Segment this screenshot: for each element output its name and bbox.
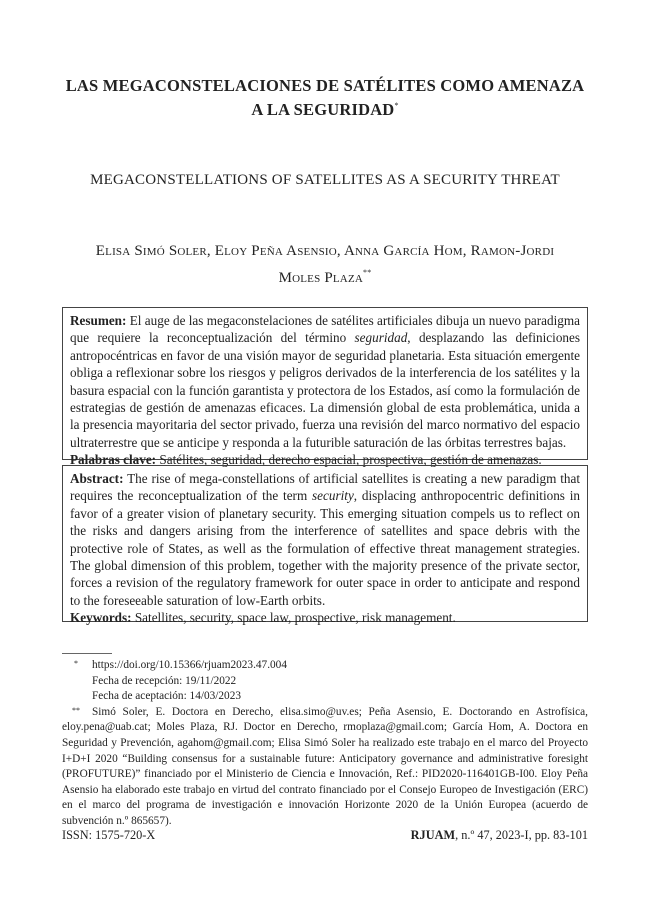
article-title bbox=[40, 76, 610, 120]
title-footnote-mark: * bbox=[394, 101, 399, 110]
title-line-2 bbox=[40, 96, 610, 120]
authors bbox=[50, 241, 600, 289]
footnote-2-text: Simó Soler, E. Doctora en Derecho, elisa.simo@uv.es; Peña Asensio, E. Doctorando en Astrofísica, eloy.pena@uab.cat; Moles Plaza, RJ. Doctor en Derecho, rmoplaza@gmail.com; García Hom, A. Doctora en Seguridad y Prevención, agahom@gmail.com; Elisa Simó Soler ha realizado este trabajo en el marco del Proyecto I+D+I 2020 “Building consensus for a sustainable future: Anticipatory governance and administrative foresight (PROFUTURE)” financiado por el Ministerio de Ciencia e Innovación, Ref.: PID2020-116401GB-I00. Eloy Peña Asensio ha elaborado este trabajo en virtud del contrato financiado por el Consejo Europeo de Investigación (ERC) en el marco del programa de investigación e innovación Horizonte 2020 de la Unión Europea (acuerdo de subvención n.º 865657). bbox=[62, 705, 588, 827]
title-line-1: LAS MEGACONSTELACIONES DE SATÉLITES COMO AMENAZA bbox=[65, 76, 585, 95]
footnote-1-accepted: Fecha de aceptación: 14/03/2023 bbox=[92, 690, 242, 703]
resumen-box bbox=[62, 307, 588, 468]
journal-name: RJUAM bbox=[410, 828, 456, 842]
palabras-clave-label: Palabras clave: bbox=[70, 452, 157, 468]
authors-line-1: Elisa Simó Soler, Eloy Peña Asensio, Anna García Hom, Ramon-Jordi bbox=[95, 243, 555, 259]
footnote-1-doi bbox=[62, 658, 588, 674]
footnote-1-received: Fecha de recepción: 19/11/2022 bbox=[92, 674, 237, 687]
keywords bbox=[70, 609, 580, 626]
footnote-2-mark: ** bbox=[72, 705, 80, 715]
english-title: MEGACONSTELLATIONS OF SATELLITES AS A SECURITY THREAT bbox=[90, 172, 560, 188]
palabras-clave-text: Satélites, seguridad, derecho espacial, prospectiva, gestión de amenazas. bbox=[156, 452, 542, 468]
authors-line-2 bbox=[50, 262, 600, 289]
citation-details: , n.º 47, 2023-I, pp. 83-101 bbox=[455, 828, 588, 842]
footnotes bbox=[62, 658, 588, 830]
title-line-2-text: A LA SEGURIDAD bbox=[251, 100, 395, 119]
abstract-box bbox=[62, 465, 588, 626]
journal-citation bbox=[411, 828, 588, 843]
footnote-1-doi-text[interactable]: https://doi.org/10.15366/rjuam2023.47.004 bbox=[92, 659, 287, 671]
abstract-label: Abstract: bbox=[70, 471, 124, 486]
resumen-text-1: El auge de las megaconstelaciones de satélites artificiales dibuja un nuevo paradigma que requiere la reconceptualización del término bbox=[70, 313, 580, 346]
keywords-text: Satellites, security, space law, prospective, risk management. bbox=[131, 610, 456, 626]
authors-line-2-text: Moles Plaza bbox=[278, 270, 364, 286]
issn: ISSN: 1575-720-X bbox=[62, 828, 156, 842]
abstract-paragraph bbox=[70, 470, 580, 609]
resumen-label: Resumen: bbox=[70, 313, 127, 328]
footnote-2 bbox=[62, 705, 588, 830]
footnote-1-mark: * bbox=[74, 659, 78, 668]
resumen-text-2: , desplazando las definiciones antropocéntricas en favor de una visión mayor de seguridad planetaria. Esta situación emergente obliga a reflexionar sobre los riesgos y peligros derivados de la interferencia de los satélites y la basura espacial con la función garantista y protectora de los Estados, así como la formulación de estrategias de gestión de amenazas eficaces. La dimensión global de esta problemática, unida a la presencia mayoritaria del sector privado, fuerza una revisión del marco normativo del espacio ultraterrestre que se anticipe y responda a la futurible saturación de las órbitas terrestres bajas. bbox=[70, 330, 580, 450]
abstract-italic: security bbox=[312, 488, 354, 504]
abstract-text-1: The rise of mega-constellations of artificial satellites is creating a new paradigm that requires the reconceptualization of the term bbox=[70, 471, 580, 504]
resumen-italic: seguridad bbox=[354, 330, 408, 346]
authors-footnote-mark: ** bbox=[363, 268, 372, 277]
footnote-rule bbox=[62, 653, 112, 654]
resumen-paragraph bbox=[70, 312, 580, 451]
abstract-text-2: , displacing anthropocentric definitions in favor of a greater vision of planetary security. This emerging situation compels us to reflect on the risks and dangers arising from the interference of satellites and space debris with the protective role of States, as well as the formulation of effective threat management strategies. The global dimension of this problem, together with the majority presence of the private sector, forces a revision of the regulatory framework for outer space in order to anticipate and respond to the foreseeable saturation of low-Earth orbits. bbox=[70, 488, 581, 608]
keywords-label: Keywords: bbox=[70, 610, 132, 626]
